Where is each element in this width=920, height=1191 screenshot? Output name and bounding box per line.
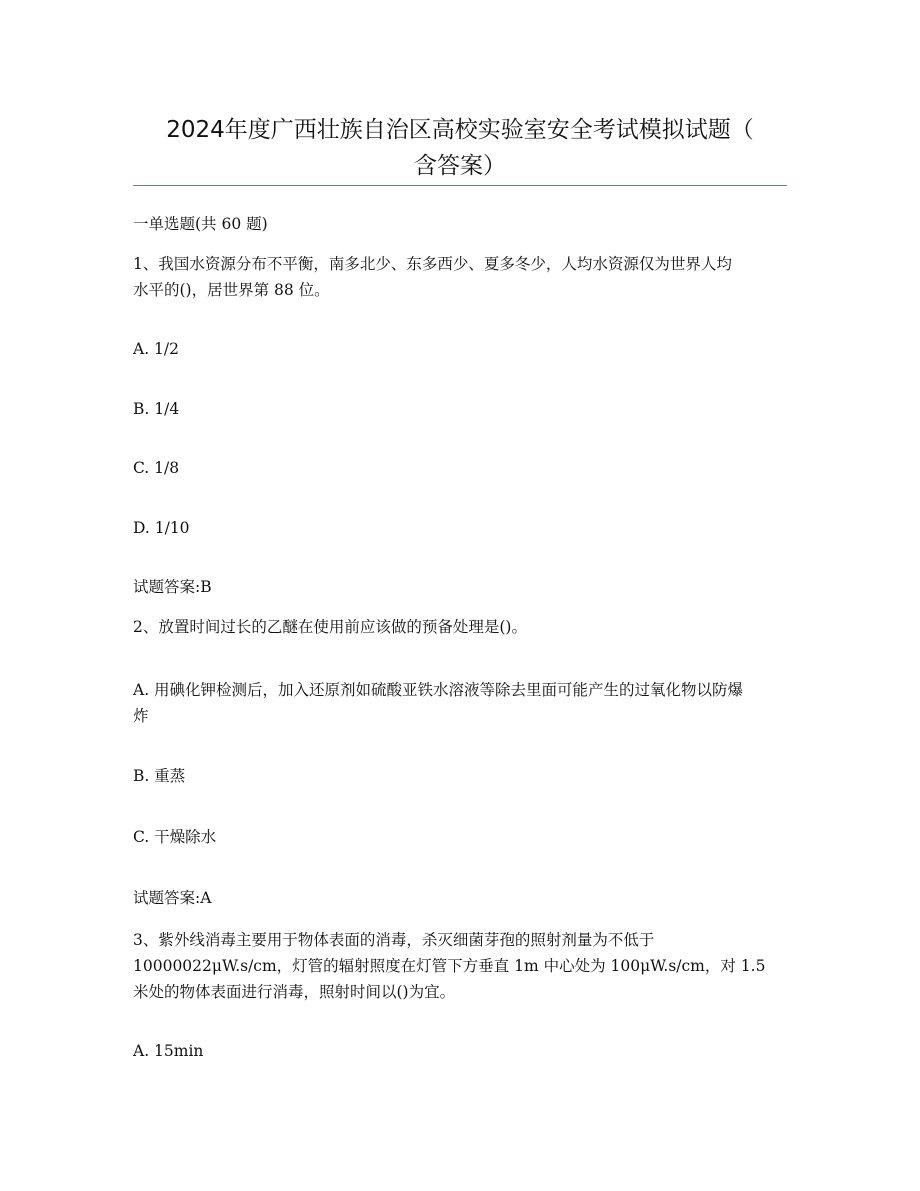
question-1-option-c: C. 1/8 xyxy=(133,459,180,477)
question-2-option-a-line-2: 炸 xyxy=(133,707,149,725)
question-2-stem: 2、放置时间过长的乙醚在使用前应该做的预备处理是()。 xyxy=(133,618,527,636)
question-1-option-b: B. 1/4 xyxy=(133,400,180,418)
question-3-stem-line-1: 3、紫外线消毒主要用于物体表面的消毒，杀灭细菌芽孢的照射剂量为不低于 xyxy=(133,931,655,949)
title-line-1: 2024年度广西壮族自治区高校实验室安全考试模拟试题（ xyxy=(166,117,754,143)
question-3-stem-line-2: 10000022μW.s/cm，灯管的辐射照度在灯管下方垂直 1m 中心处为 100μW.s/cm，对 1.5 xyxy=(133,957,766,975)
question-1-option-a: A. 1/2 xyxy=(133,340,179,358)
section-heading: 一单选题(共 60 题) xyxy=(133,215,268,233)
question-1-stem-line-1: 1、我国水资源分布不平衡，南多北少、东多西少、夏多冬少，人均水资源仅为世界人均 xyxy=(133,255,732,273)
document-title xyxy=(0,112,920,184)
question-1-answer: 试题答案:B xyxy=(133,578,212,596)
title-line-2: 含答案） xyxy=(414,153,506,179)
question-3-stem-line-3: 米处的物体表面进行消毒，照射时间以()为宜。 xyxy=(133,983,456,1001)
question-1-stem-line-2: 水平的()，居世界第 88 位。 xyxy=(133,281,330,299)
question-2-option-a: A. 用碘化钾检测后，加入还原剂如硫酸亚铁水溶液等除去里面可能产生的过氧化物以防爆 xyxy=(133,681,744,699)
question-2-answer: 试题答案:A xyxy=(133,889,212,907)
question-2-option-c: C. 干燥除水 xyxy=(133,828,217,846)
question-2-option-b: B. 重蒸 xyxy=(133,767,186,785)
question-1-option-d: D. 1/10 xyxy=(133,519,190,537)
title-divider xyxy=(133,185,787,186)
question-3-option-a: A. 15min xyxy=(133,1042,204,1060)
